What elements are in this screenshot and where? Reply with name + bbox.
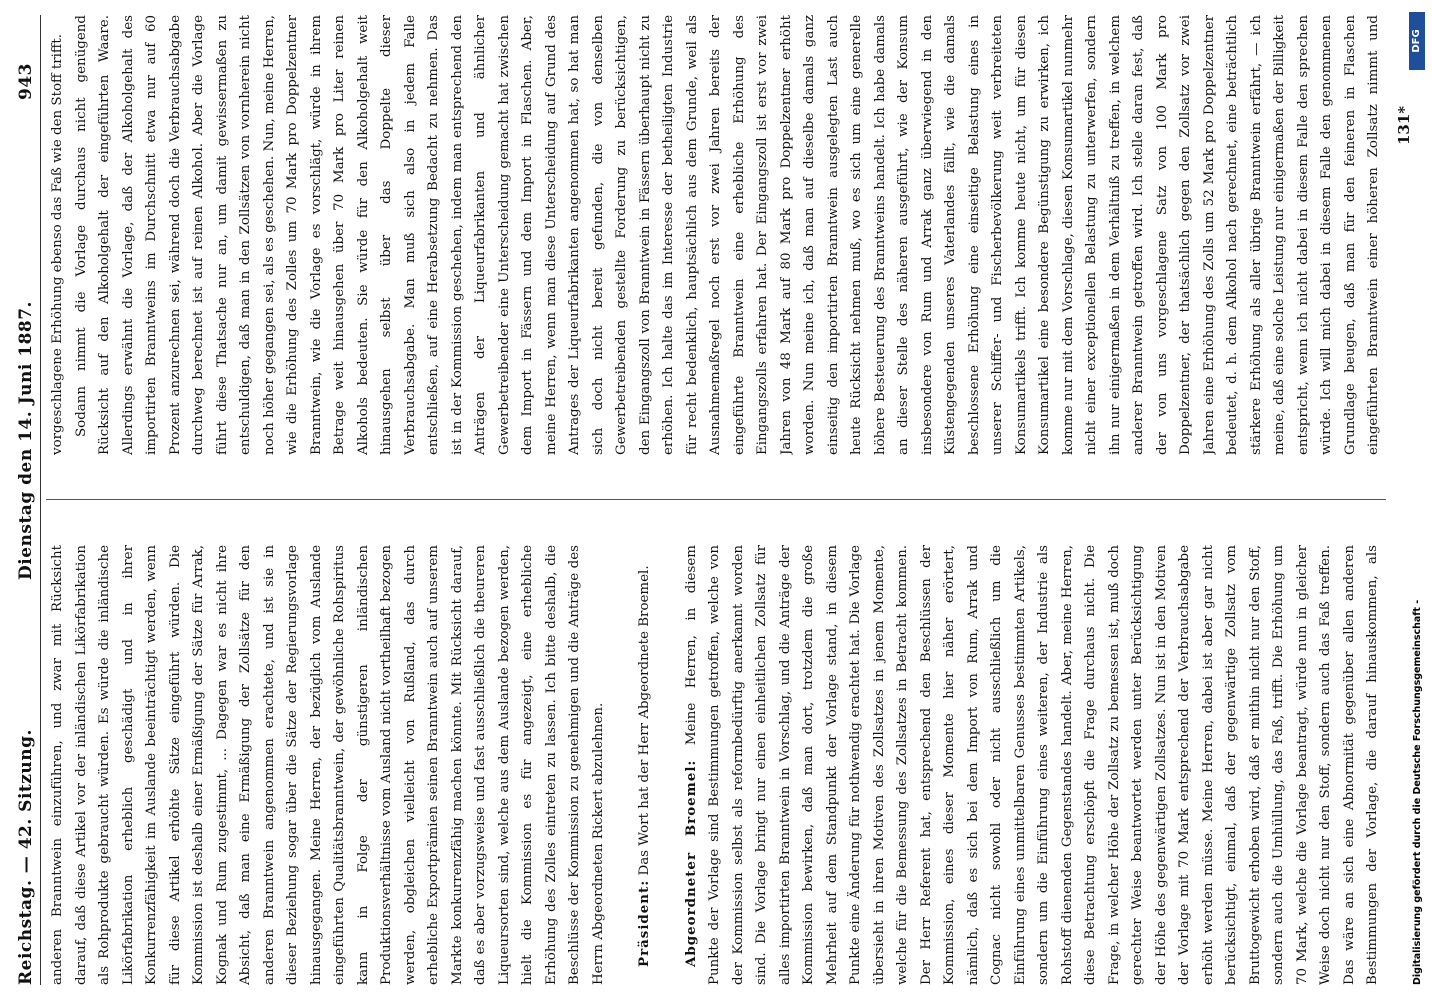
- page-number: 943: [16, 63, 36, 100]
- broemel-speech: [680, 545, 1387, 985]
- running-header-date: Dienstag den 14. Juni 1887.: [16, 301, 36, 580]
- dfg-logo: DFG: [1409, 12, 1425, 70]
- president-text: Das Wort hat der Herr Abgeordnete Broemel.: [637, 565, 652, 876]
- sheet-signature: 131*: [1395, 105, 1413, 145]
- right-paragraph-2: Sodann nimmt die Vorlage durchaus nicht genügend Rücksicht auf den Alkoholgehalt der eingeführten Waare. Allerdings erwähnt die Vorlage, daß der Alkoholgehalt des importirten Branntweins im Durchschnitt etwa nur auf 60 Prozent anzurechnen sei, während doch die Verbrauchsabgabe durchweg berechnet ist auf reinen Alkohol. Aber die Vorlage führt diese Thatsache nur an, um damit gewissermaßen zu entschuldigen, daß man in den Zollsätzen von vornherein nicht noch höher gegangen sei, als es geschehen. Nun, meine Herren, wie die Erhöhung des Zolles um 70 Mark pro Doppelzentner Branntwein, wie die Vorlage es vorschlägt, würde in ihrem Betrage weit hinausgehen über 70 Mark pro Liter reinen Alkohols bedeuten. Sie würde für den Alkoholgehalt weit hinausgehen selbst über das Doppelte dieser Verbrauchsabgabe. Man muß sich also in jedem Falle entschließen, auf eine Herabsetzung Bedacht zu nehmen. Das ist in der Kommission geschehen, indem man entsprechend den Anträgen der Liqueurfabrikanten und ähnlicher Gewerbetreibender eine Unterscheidung gemacht hat zwischen dem Import in Fässern und dem Import in Flaschen. Aber, meine Herren, wenn man diese Unterscheidung auf Grund des Antrages der Liqueurfabrikanten angenommen hat, so hat man sich doch nicht bereit gefunden, die von denselben Gewerbetreibenden gestellte Forderung zu berücksichtigen, den Eingangszoll von Branntwein in Fässern überhaupt nicht zu erhöhen. Ich halte das im Interesse der betheiligten Industrie für recht bedenklich, hauptsächlich aus dem Grunde, weil als Ausnahmemaßregel noch erst vor zwei Jahren bereits der eingeführte Branntwein eine erhebliche Erhöhung des Eingangszolls erfahren hat. Der Eingangszoll ist erst vor zwei Jahren von 48 Mark auf 80 Mark pro Doppelzentner erhöht worden. Nun meine ich, daß man auf dieselbe damals ganz einseitig den importirten Branntwein ausgelegten Last auch heute Rücksicht nehmen muß, wo es sich um eine generelle höhere Besteuerung des Branntweins handelt. Ich habe damals an dieser Stelle des näheren ausgeführt, wie der Konsum insbesondere von Rum und Arrak ganz überwiegend in den Küstengegenden unseres Vaterlandes fällt, wie die damals beschlossene Erhöhung eine einseitige Belastung eines in unserer Schiffer- und Fischerbevölkerung weit verbreiteten Konsumartikels trifft. Ich komme heute nicht, um für diesen Konsumartikel eine besondere Begünstigung zu erwirken, ich komme nur mit dem Vorschlage, diesen Konsumartikel nunmehr nicht einer exceptionellen Belastung zu unterwerfen, sondern ihn nur einigermaßen in dem Verhältniß zu treffen, in welchem anderer Branntwein getroffen wird. Ich stelle daran fest, daß der von uns vorgeschlagene Satz von 100 Mark pro Doppelzentner, der thatsächlich gegen den Zollsatz vor zwei Jahren eine Erhöhung des Zolls um 52 Mark pro Doppelzentner bedeutet, d. h. dem Alkohol nach gerechnet, eine beträchtlich stärkere Erhöhung als aller übrige Branntwein erfährt, — ich meine, daß eine solche Leistung nur einigermaßen der Billigkeit entspricht, wenn ich nicht dabei in diesem Falle den sprechen würde. Ich will mich dabei in diesem Falle den genommenen Grundlage beugen, daß man für den feineren in Flaschen eingeführten Branntwein einer höheren Zollsatz nimmt und: [73, 15, 1381, 455]
- president-line: [633, 545, 657, 985]
- speaker-name-president: Präsident:: [636, 879, 652, 967]
- right-paragraph-1: vorgeschlagene Erhöhung ebenso das Faß wie den Stoff trifft.: [50, 33, 65, 455]
- left-paragraph-1: anderen Branntwein einzuführen, und zwar mit Rücksicht darauf, daß diese Artikel vor der inländischen Likörfabrikation als Rohprodukte gebraucht würden. Es würde die inländische Likörfabrikation erheblich geschädigt und in ihrer Konkurrenzfähigkeit im Auslande beeinträchtigt werden, wenn für diese Artikel erhöhte Sätze eingeführt würden. Die Kommission ist deshalb einer Ermäßigung der Sätze für Arrak, Kognak und Rum zugestimmt, ... Dagegen war es nicht ihre Absicht, daß man eine Ermäßigung der Zollsätze für den anderen Branntwein angenommen erachtete, und ist sie in dieser Beziehung sogar über die Sätze der Regierungsvorlage hinausgegangen. Meine Herren, der bezüglich vom Auslande eingeführten Qualitätsbranntwein, der gewöhnliche Rohspiritus kann in Folge der günstigeren inländischen Produktionsverhältnisse vom Ausland nicht vortheilhaft bezogen werden, obgleichen vielleicht von Rußland, das durch erhebliche Exportprämien seinen Branntwein auch auf unserem Markte konkurrenzfähig machen könnte. Mit Rücksicht darauf, daß es aber vorzugsweise und fast ausschließlich die theureren Liqueursorten sind, welche aus dem Auslande bezogen werden, hielt die Kommission es für angezeigt, eine erhebliche Erhöhung des Zolles eintreten zu lassen. Ich bitte deshalb, die Beschlüsse der Kommission zu genehmigen und die Anträge des Herrn Abgeordneten Rickert abzulehnen.: [50, 545, 606, 985]
- running-header-left: Reichstag. — 42. Sitzung.: [16, 729, 36, 985]
- left-paragraph-2: Meine Herren, in diesem Punkte der Vorlage sind Bestimmungen getroffen, welche von der Kommission selbst als reformbedürftig anerkannt worden sind. Die Vorlage bringt nur einen einheitlichen Zollsatz für alles importirten Branntwein in Vorschlag, und die Anträge der Kommission bewirken, daß man dort, trotzdem die große Mehrheit auf dem Standpunkt der Vorlage stand, in diesem Punkte eine Änderung für nothwendig erachtet hat. Die Vorlage übersieht in ihren Motiven des Zollsatzes in jenem Momente, welche für die Bemessung des Zollsatzes in Betracht kommen. Der Herr Referent hat, entsprechend den Beschlüssen der Kommission, eines dieser Momente hier näher erörtert, nämlich, daß es sich bei dem Import von Rum, Arrak und Cognac nicht sowohl oder nicht ausschließlich um die Einführung eines unmittelbaren Genusses bestimmten Artikels, sondern um die Einführung eines weiteren, der Industrie als Rohstoff dienenden Gegenstandes handelt. Aber, meine Herren, diese Betrachtung erschöpft die Frage durchaus nicht. Die Frage, in welcher Höhe der Zollsatz zu bemessen ist, muß doch gerechter Weise beantwortet werden unter Berücksichtigung der Höhe des gegenwärtigen Zollsatzes. Nun ist in den Motiven der Vorlage mit 70 Mark entsprechend der Verbrauchsabgabe erhöht werden müsse. Meine Herren, dabei ist aber gar nicht berücksichtigt, einmal, daß der gegenwärtige Zollsatz vom Bruttogewicht erhoben wird, daß er mithin nicht nur den Stoff, sondern auch die Umhüllung, das Faß, trifft. Die Erhöhung um 70 Mark, welche die Vorlage beantragt, würde nun in gleicher Weise doch nicht nur den Stoff, sondern auch das Faß treffen. Das wäre an sich eine Abnormität gegenüber allen anderen Bestimmungen der Vorlage, die darauf hinauskommen, als: [683, 545, 1380, 985]
- digitization-credit: Digitalisierung gefördert durch die Deutsche Forschungsgemeinschaft -: [1412, 599, 1423, 985]
- header-rule: [40, 15, 41, 985]
- left-column: [46, 545, 1386, 985]
- speaker-name-broemel: Abgeordneter Broemel:: [682, 759, 699, 967]
- right-column: [46, 15, 1386, 455]
- column-divider: [46, 499, 1386, 500]
